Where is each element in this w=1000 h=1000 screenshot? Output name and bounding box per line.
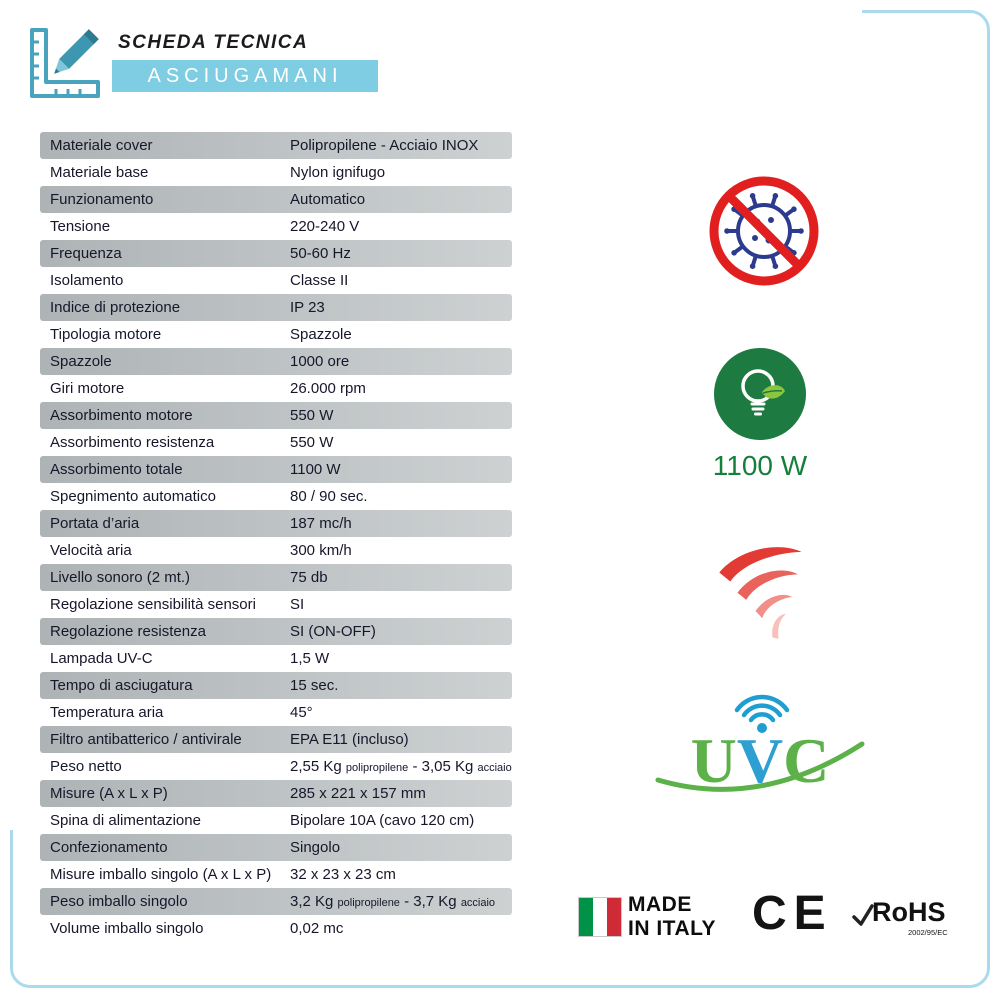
row-value: Nylon ignifugo [290, 164, 386, 181]
no-virus-icon [705, 172, 823, 290]
header [26, 24, 378, 100]
row-label: Funzionamento [50, 191, 154, 208]
table-row [40, 510, 512, 537]
row-label: Filtro antibatterico / antivirale [50, 731, 242, 748]
row-value: Automatico [290, 191, 366, 208]
table-row [40, 402, 512, 429]
row-value: 550 W [290, 407, 334, 424]
table-row [40, 915, 512, 942]
table-row [40, 456, 512, 483]
border-mask-left [0, 30, 30, 830]
spec-table [40, 132, 512, 942]
rohs-label: RoHS [872, 897, 946, 927]
row-value: Polipropilene - Acciaio INOX [290, 137, 479, 154]
table-row [40, 348, 512, 375]
row-value: 300 km/h [290, 542, 352, 559]
table-row [40, 753, 512, 780]
row-value: 50-60 Hz [290, 245, 351, 262]
row-value: Bipolare 10A (cavo 120 cm) [290, 812, 475, 829]
table-row [40, 618, 512, 645]
row-value: Singolo [290, 839, 341, 856]
row-label: Assorbimento totale [50, 461, 183, 478]
power-label: 1100 W [712, 450, 808, 481]
table-row [40, 267, 512, 294]
table-row [40, 132, 512, 159]
row-value: 220-240 V [290, 218, 360, 235]
row-value: 26.000 rpm [290, 380, 366, 397]
row-label: Regolazione resistenza [50, 623, 206, 640]
italy-flag-icon [578, 897, 622, 937]
row-label: Misure imballo singolo (A x L x P) [50, 866, 272, 883]
table-row [40, 726, 512, 753]
uvc-letter-c: C [783, 725, 830, 796]
row-value: Spazzole [290, 326, 352, 343]
table-row [40, 780, 512, 807]
table-row [40, 537, 512, 564]
row-label: Peso imballo singolo [50, 893, 188, 910]
row-value: SI (ON-OFF) [290, 623, 376, 640]
row-label: Frequenza [50, 245, 122, 262]
row-value: 0,02 mc [290, 920, 344, 937]
row-value: 1100 W [290, 461, 341, 478]
table-row [40, 159, 512, 186]
row-label: Assorbimento resistenza [50, 434, 215, 451]
made-line2: IN ITALY [628, 917, 717, 940]
row-label: Indice di protezione [50, 299, 181, 316]
row-label: Confezionamento [50, 839, 168, 856]
page-title: SCHEDA TECNICA [118, 32, 309, 53]
table-row [40, 807, 512, 834]
table-row [40, 861, 512, 888]
uvc-wordmark [648, 718, 872, 810]
table-row [40, 375, 512, 402]
air-swirl-icon [716, 546, 812, 654]
row-value: SI [290, 596, 305, 613]
made-in-italy-label [628, 893, 716, 941]
uvc-letter-u: U [690, 725, 737, 796]
table-row [40, 429, 512, 456]
ce-mark: CE [752, 887, 833, 940]
row-value: 550 W [290, 434, 334, 451]
row-label: Spazzole [50, 353, 112, 370]
row-value: 285 x 221 x 157 mm [290, 785, 426, 802]
pencil-ruler-icon [26, 24, 102, 100]
row-value: Classe II [290, 272, 349, 289]
row-label: Assorbimento motore [50, 407, 193, 424]
row-label: Misure (A x L x P) [50, 785, 168, 802]
row-label: Peso netto [50, 758, 122, 775]
table-row [40, 564, 512, 591]
row-label: Tempo di asciugatura [50, 677, 193, 694]
table-row [40, 240, 512, 267]
table-row [40, 321, 512, 348]
table-row [40, 213, 512, 240]
row-label: Livello sonoro (2 mt.) [50, 569, 191, 586]
row-value: EPA E11 (incluso) [290, 731, 409, 748]
row-value: 1,5 W [290, 650, 330, 667]
row-label: Portata d’aria [50, 515, 140, 532]
category-badge: ASCIUGAMANI [112, 60, 378, 92]
row-value: 75 db [290, 569, 328, 586]
eco-bulb-icon [712, 346, 808, 442]
rohs-check-icon [852, 904, 874, 928]
row-label: Materiale cover [50, 137, 153, 154]
row-label: Tipologia motore [50, 326, 162, 343]
row-label: Materiale base [50, 164, 149, 181]
row-value: 1000 ore [290, 353, 350, 370]
table-row [40, 645, 512, 672]
table-row [40, 186, 512, 213]
rohs-directive-label: 2002/95/EC [908, 928, 948, 937]
row-value: 32 x 23 x 23 cm [290, 866, 396, 883]
made-line1: MADE [628, 893, 692, 916]
table-row [40, 834, 512, 861]
row-label: Isolamento [50, 272, 124, 289]
table-row [40, 591, 512, 618]
table-row [40, 672, 512, 699]
table-row [40, 699, 512, 726]
row-value: 45° [290, 704, 313, 721]
row-value: 187 mc/h [290, 515, 352, 532]
row-label: Regolazione sensibilità sensori [50, 596, 256, 613]
row-value: 3,2 Kg polipropilene - 3,7 Kg acciaio [290, 893, 496, 910]
row-value: IP 23 [290, 299, 325, 316]
table-row [40, 483, 512, 510]
row-label: Volume imballo singolo [50, 920, 204, 937]
row-label: Tensione [50, 218, 111, 235]
row-label: Temperatura aria [50, 704, 164, 721]
row-value: 2,55 Kg polipropilene - 3,05 Kg acciaio [290, 758, 512, 775]
row-value: 80 / 90 sec. [290, 488, 368, 505]
row-value: 15 sec. [290, 677, 339, 694]
table-row [40, 888, 512, 915]
header-texts [112, 24, 378, 92]
row-label: Lampada UV-C [50, 650, 153, 667]
table-row [40, 294, 512, 321]
row-label: Spegnimento automatico [50, 488, 216, 505]
row-label: Spina di alimentazione [50, 812, 201, 829]
row-label: Velocità aria [50, 542, 132, 559]
row-label: Giri motore [50, 380, 125, 397]
uvc-letter-v: V [736, 725, 784, 796]
